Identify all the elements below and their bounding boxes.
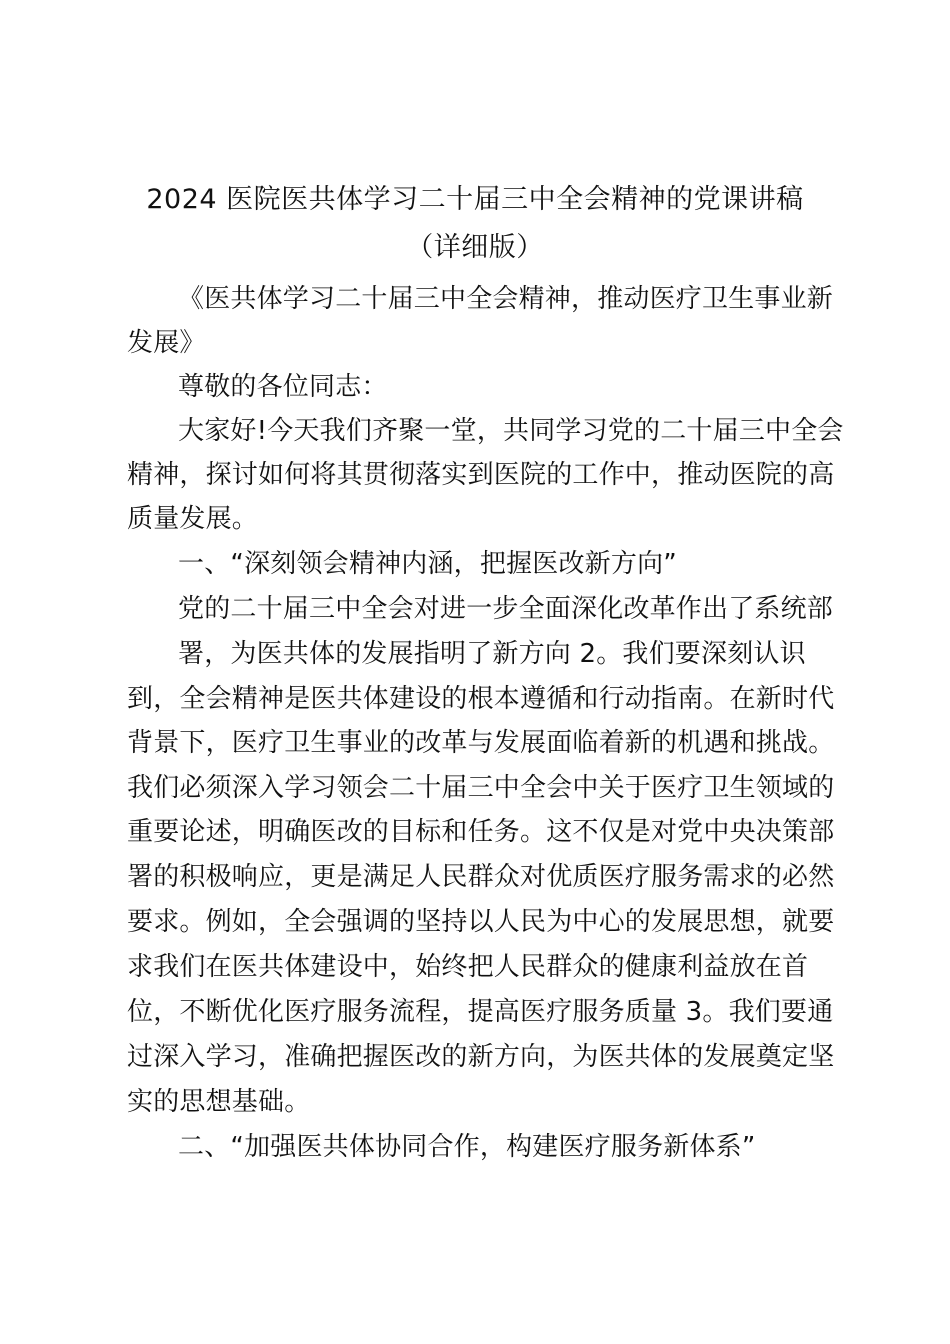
section-1-body-line: 到，全会精神是医共体建设的根本遵循和行动指南。在新时代	[127, 684, 835, 714]
section-1-body-line: 背景下，医疗卫生事业的改革与发展面临着新的机遇和挑战。	[127, 728, 835, 758]
section-1-body-line: 位，不断优化医疗服务流程，提高医疗服务质量 3。我们要通	[127, 997, 834, 1027]
section-1-body-line: 党的二十届三中全会对进一步全面深化改革作出了系统部	[178, 594, 834, 624]
section-1-body-line: 我们必须深入学习领会二十届三中全会中关于医疗卫生领域的	[127, 773, 835, 803]
intro-line: 质量发展。	[127, 504, 259, 534]
section-1-body-line: 重要论述，明确医改的目标和任务。这不仅是对党中央决策部	[127, 817, 835, 847]
section-1-body-line: 要求。例如，全会强调的坚持以人民为中心的发展思想，就要	[127, 907, 835, 937]
section-1-body-line: 实的思想基础。	[127, 1087, 311, 1117]
intro-line: 大家好!今天我们齐聚一堂，共同学习党的二十届三中全会	[178, 416, 844, 446]
section-1-body-line: 求我们在医共体建设中，始终把人民群众的健康利益放在首	[127, 952, 809, 982]
subtitle-line-2: 发展》	[127, 328, 206, 358]
section-1-body-line: 署，为医共体的发展指明了新方向 2。我们要深刻认识	[178, 639, 806, 669]
section-1-body-line: 署的积极响应，更是满足人民群众对优质医疗服务需求的必然	[127, 862, 835, 892]
section-1-body-line: 过深入学习，准确把握医改的新方向，为医共体的发展奠定坚	[127, 1042, 835, 1072]
document-title-line-1: 2024 医院医共体学习二十届三中全会精神的党课讲稿	[146, 184, 804, 215]
document-title-line-2: （详细版）	[406, 232, 544, 263]
section-1-heading: 一、“深刻领会精神内涵，把握医改新方向”	[178, 549, 677, 579]
subtitle-line-1: 《医共体学习二十届三中全会精神，推动医疗卫生事业新	[178, 284, 834, 314]
section-2-heading: 二、“加强医共体协同合作，构建医疗服务新体系”	[178, 1132, 756, 1162]
salutation: 尊敬的各位同志：	[178, 372, 388, 402]
intro-line: 精神，探讨如何将其贯彻落实到医院的工作中，推动医院的高	[127, 460, 835, 490]
